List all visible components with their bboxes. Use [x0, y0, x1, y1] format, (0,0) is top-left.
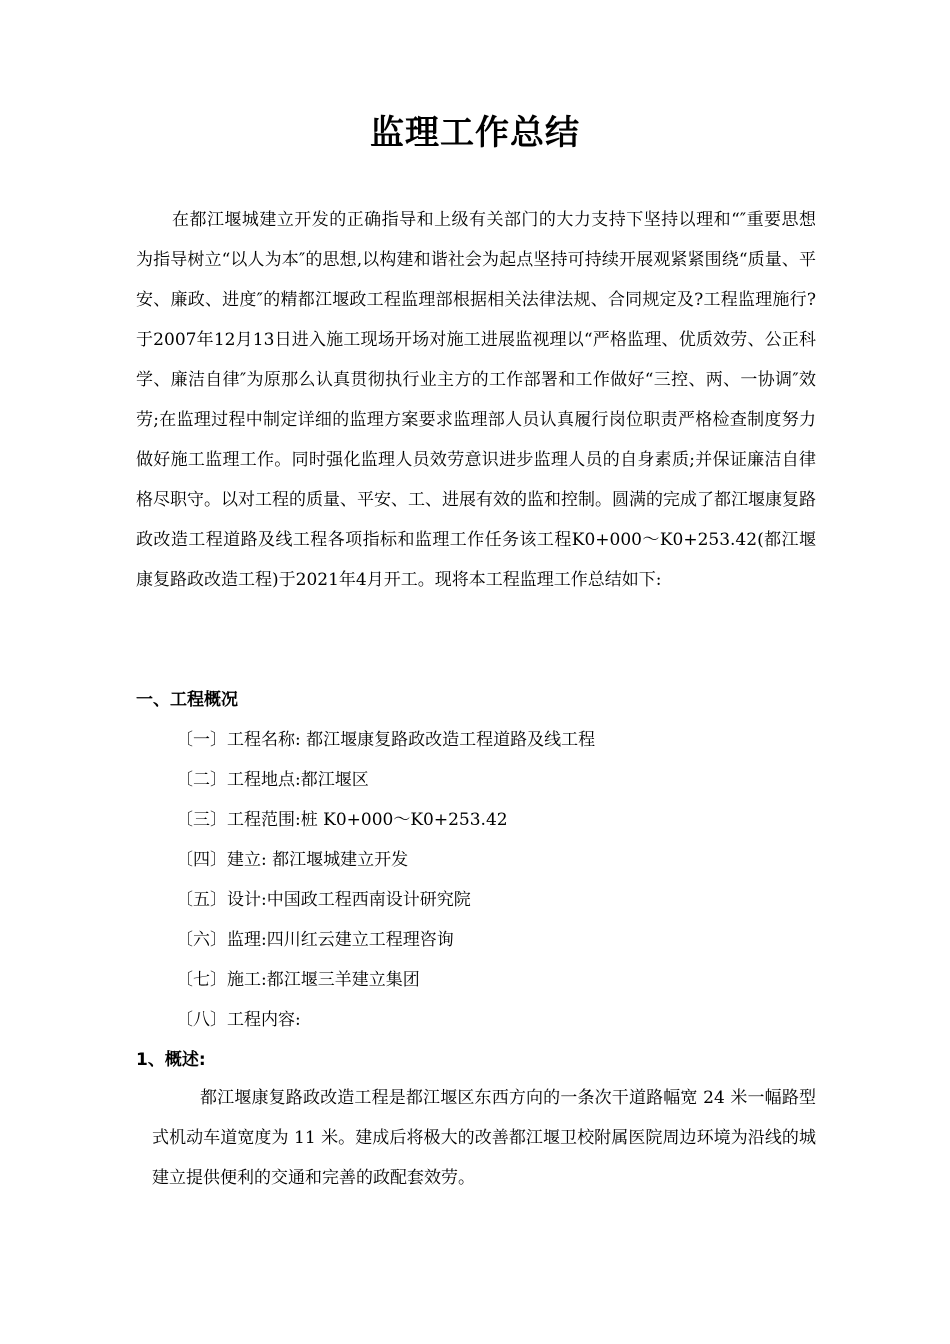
- overview-paragraph: 都江堰康复路政改造工程是都江堰区东西方向的一条次干道路幅宽 24 米一幅路型式机动车道宽度为 11 米。建成后将极大的改善都江堰卫校附属医院周边环境为沿线的城建立提供便利的交通和完善的政配套效劳。: [152, 1088, 816, 1188]
- list-item: 〔六〕监理:四川红云建立工程理咨询: [176, 930, 454, 950]
- list-item: 〔八〕工程内容:: [176, 1010, 301, 1030]
- subsection-heading-summary: 1、概述:: [136, 1050, 206, 1070]
- list-item: 〔三〕工程范围:桩 K0+000～K0+253.42: [176, 810, 508, 830]
- list-item: 〔二〕工程地点:都江堰区: [176, 770, 369, 790]
- intro-paragraph: 在都江堰城建立开发的正确指导和上级有关部门的大力支持下坚持以理和“″重要思想为指导树立“以人为本″的思想,以构建和谐社会为起点坚持可持续开展观紧紧围绕“质量、平安、廉政、进度″的精都江堰政工程监理部根据相关法律法规、合同规定及?工程监理施行?于2007年12月13日进入施工现场开场对施工进展监视理以“严格监理、优质效劳、公正科学、廉洁自律″为原那么认真贯彻执行业主方的工作部署和工作做好“三控、两、一协调″效劳;在监理过程中制定详细的监理方案要求监理部人员认真履行岗位职责严格检查制度努力做好施工监理工作。同时强化监理人员效劳意识进步监理人员的自身素质;并保证廉洁自律格尽职守。以对工程的质量、平安、工、进展有效的监和控制。圆满的完成了都江堰康复路政改造工程道路及线工程各项指标和监理工作任务该工程K0+000～K0+253.42(都江堰康复路政改造工程)于2021年4月开工。现将本工程监理工作总结如下:: [136, 210, 816, 590]
- list-item: 〔四〕建立: 都江堰城建立开发: [176, 850, 409, 870]
- list-item: 〔五〕设计:中国政工程西南设计研究院: [176, 890, 471, 910]
- list-item: 〔一〕工程名称: 都江堰康复路政改造工程道路及线工程: [176, 730, 596, 750]
- project-info-list: [176, 720, 595, 1040]
- list-item: 〔七〕施工:都江堰三羊建立集团: [176, 970, 420, 990]
- document-title: 监理工作总结: [370, 113, 580, 153]
- section-heading-project-overview: 一、工程概况: [136, 690, 238, 710]
